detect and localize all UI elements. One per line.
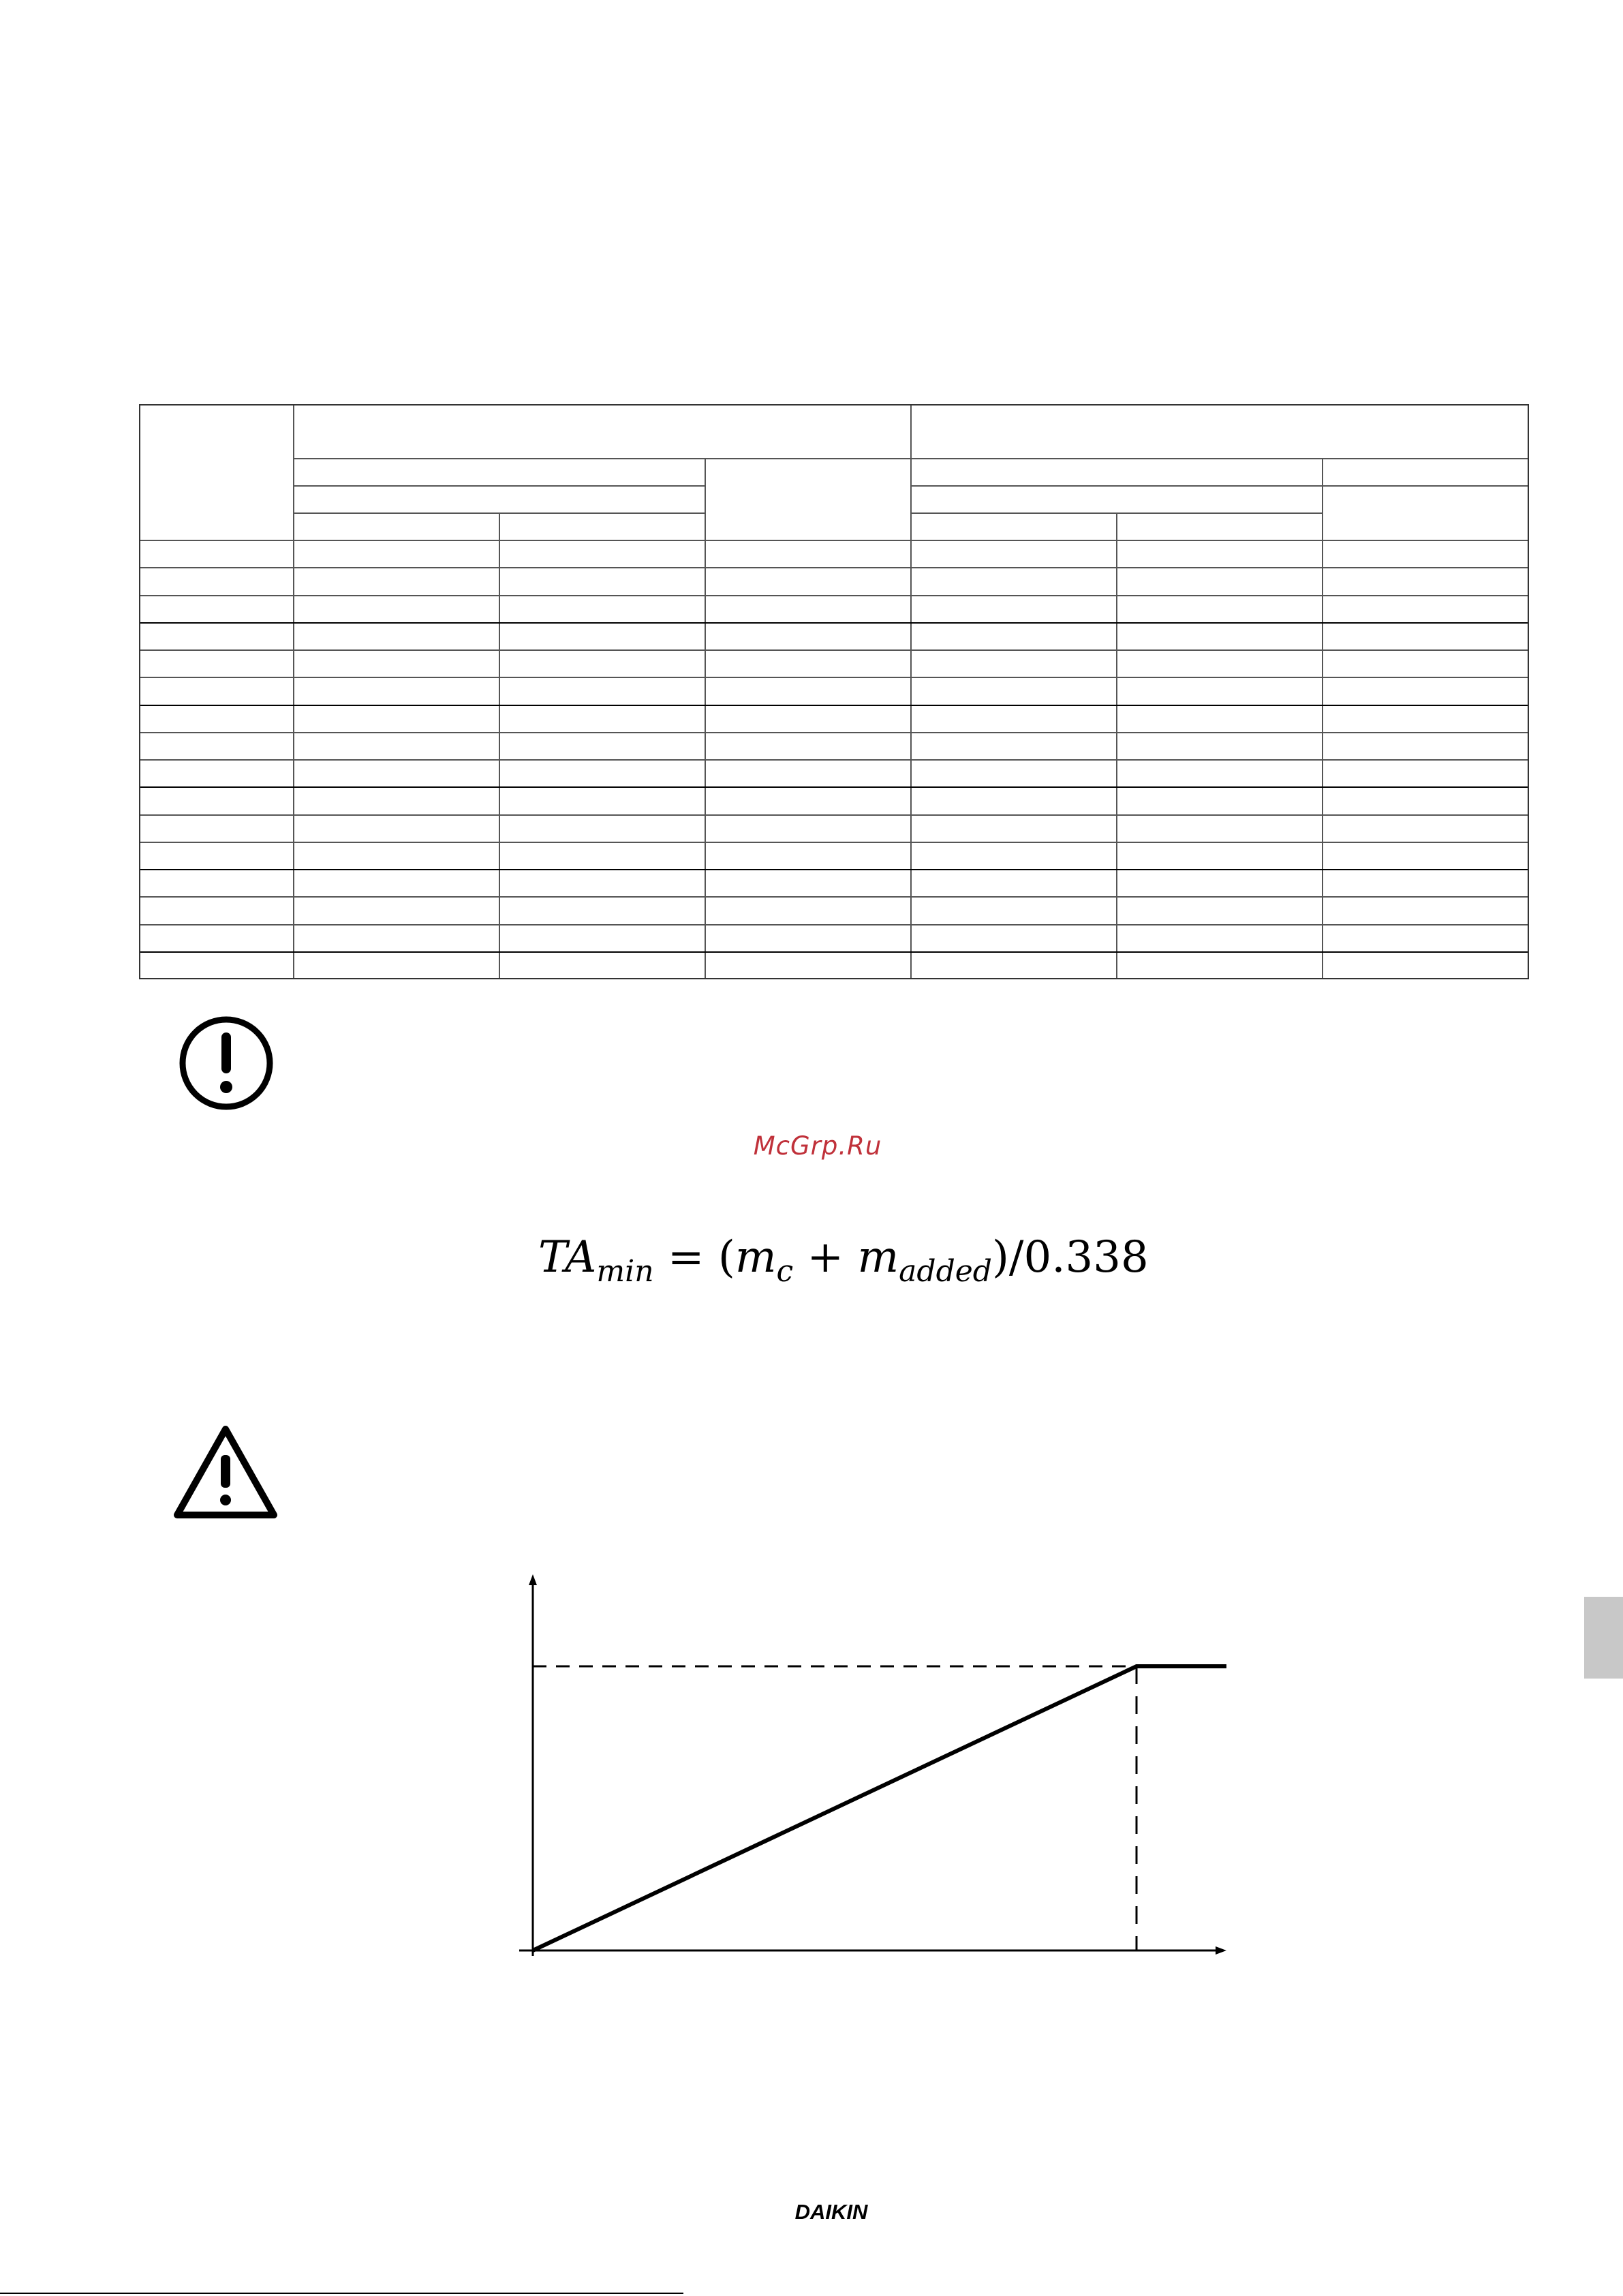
side-tab xyxy=(1584,1597,1623,1679)
formula-m2-sub: added xyxy=(899,1254,992,1289)
formula-plus: + xyxy=(793,1232,858,1283)
watermark: McGrp.Ru xyxy=(753,1131,882,1161)
warning-triangle-icon xyxy=(170,1421,281,1523)
graph xyxy=(511,1567,1240,1976)
line-series xyxy=(533,1666,1226,1950)
daikin-logo xyxy=(777,2200,886,2224)
y-axis-arrow xyxy=(529,1574,537,1585)
formula xyxy=(538,1232,1149,1289)
spec-table xyxy=(139,404,1529,979)
formula-m1-sub: c xyxy=(776,1254,794,1289)
exclamation-circle-icon xyxy=(176,1013,276,1113)
formula-m2: m xyxy=(857,1232,899,1283)
formula-equals: = ( xyxy=(653,1232,735,1283)
daikin-logo-text: DAIKIN xyxy=(794,2200,868,2224)
table-outer-border xyxy=(139,404,1529,979)
footer-rule xyxy=(0,2293,683,2294)
formula-m1: m xyxy=(735,1232,777,1283)
formula-lhs-sub: min xyxy=(596,1254,654,1289)
formula-lhs-var: TA xyxy=(538,1232,597,1283)
formula-tail: )/0.338 xyxy=(991,1232,1149,1283)
x-axis-arrow xyxy=(1216,1946,1226,1955)
